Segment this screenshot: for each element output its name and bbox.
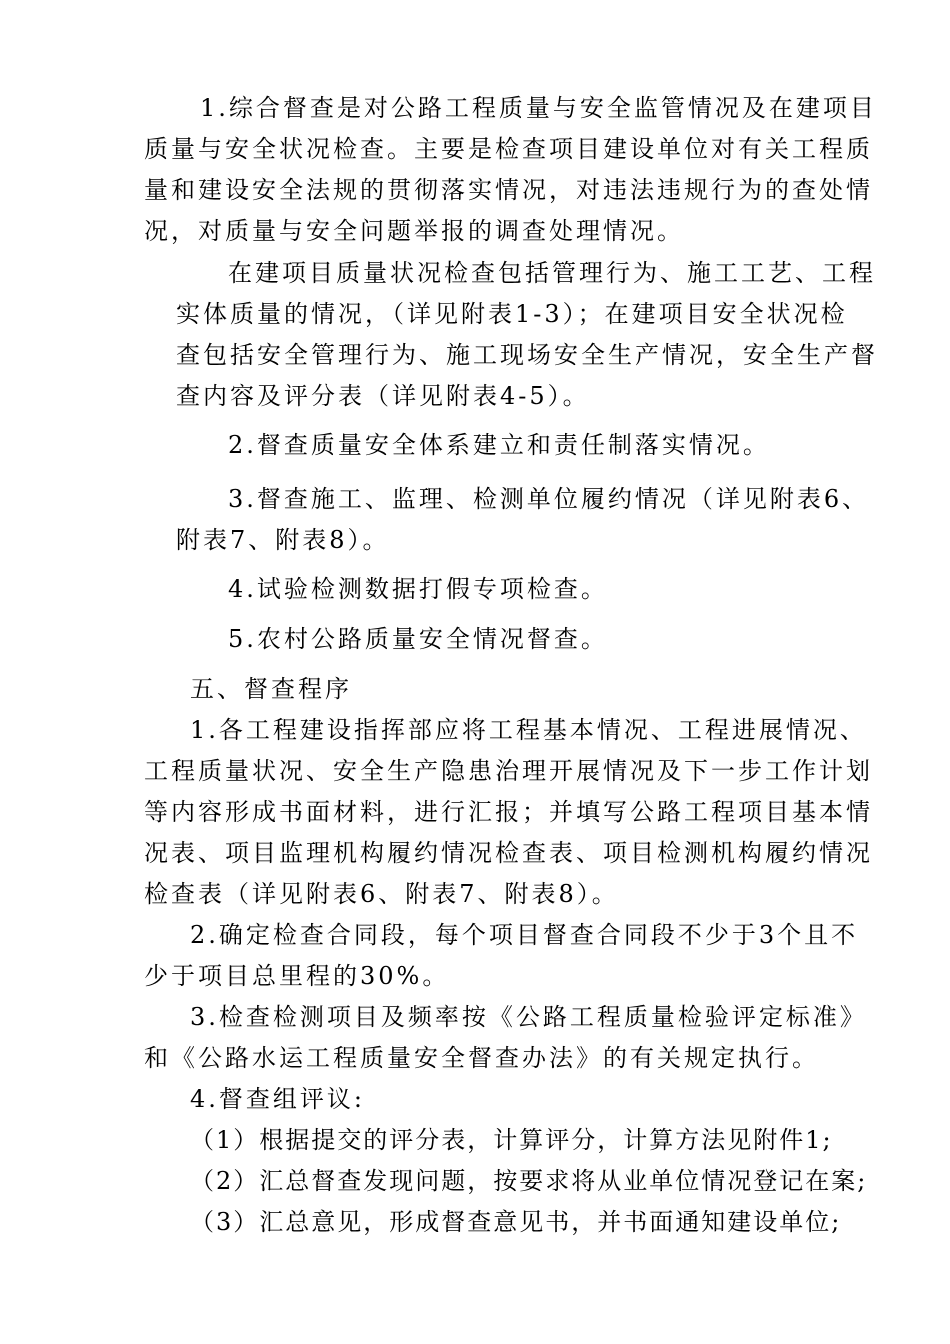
item1-detail-line-2: 实体质量的情况，（详见附表1-3）；在建项目安全状况检 [176,300,848,328]
item3-line-2: 附表7、附表8）。 [176,526,390,554]
proc1-line-3: 等内容形成书面材料，进行汇报；并填写公路工程项目基本情 [144,798,873,826]
proc4-subitem-2: （2）汇总督查发现问题，按要求将从业单位情况登记在案; [190,1167,868,1195]
item3-line-1: 3.督查施工、监理、检测单位履约情况（详见附表6、 [228,485,870,513]
proc1-line-2: 工程质量状况、安全生产隐患治理开展情况及下一步工作计划 [144,757,873,785]
item1-line-3: 量和建设安全法规的贯彻落实情况，对违法违规行为的查处情 [144,176,873,204]
proc1-line-5: 检查表（详见附表6、附表7、附表8）。 [144,880,619,908]
proc4-subitem-3: （3）汇总意见，形成督查意见书，并书面通知建设单位; [190,1208,842,1236]
section5-heading: 五、督查程序 [190,675,352,703]
proc3-line-2: 和《公路水运工程质量安全督查办法》的有关规定执行。 [144,1044,819,1072]
proc1-line-1: 1.各工程建设指挥部应将工程基本情况、工程进展情况、 [190,716,867,744]
proc2-line-1: 2.确定检查合同段，每个项目督查合同段不少于3个且不 [190,921,859,949]
item1-line-1: 1.综合督查是对公路工程质量与安全监管情况及在建项目 [200,94,877,122]
proc4-heading: 4.督查组评议: [190,1085,365,1113]
item1-line-2: 质量与安全状况检查。主要是检查项目建设单位对有关工程质 [144,135,873,163]
item1-detail-line-3: 查包括安全管理行为、施工现场安全生产情况，安全生产督 [176,341,878,369]
proc3-line-1: 3.检查检测项目及频率按《公路工程质量检验评定标准》 [190,1003,867,1031]
item5-line: 5.农村公路质量安全情况督查。 [228,625,608,653]
item1-line-4: 况，对质量与安全问题举报的调查处理情况。 [144,217,684,245]
item1-detail-line-4: 查内容及评分表（详见附表4-5）。 [176,382,590,410]
proc2-line-2: 少于项目总里程的30%。 [144,962,450,990]
item2-line: 2.督查质量安全体系建立和责任制落实情况。 [228,431,770,459]
item1-detail-line-1: 在建项目质量状况检查包括管理行为、施工工艺、工程 [228,259,876,287]
proc4-subitem-1: （1）根据提交的评分表，计算评分，计算方法见附件1; [190,1126,833,1154]
proc1-line-4: 况表、项目监理机构履约情况检查表、项目检测机构履约情况 [144,839,873,867]
item4-line: 4.试验检测数据打假专项检查。 [228,575,608,603]
